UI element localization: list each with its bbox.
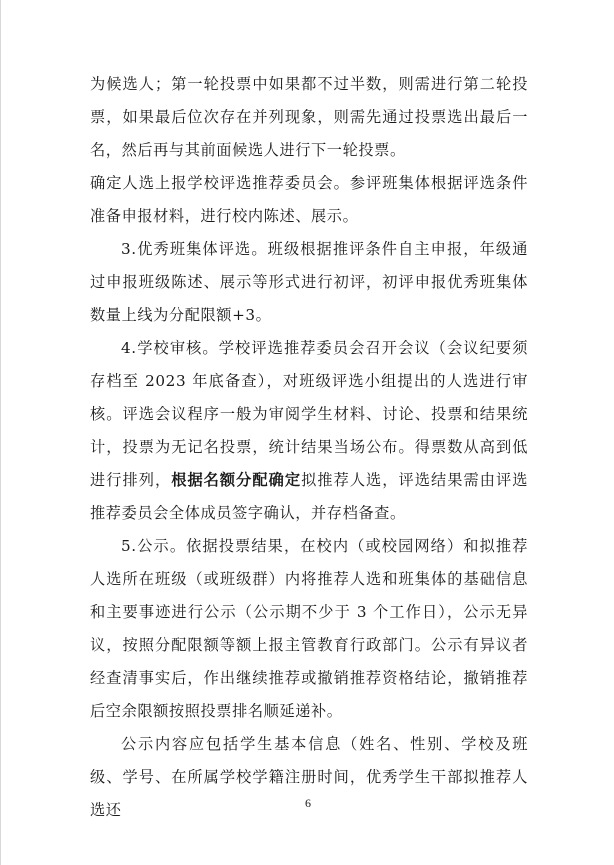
paragraph-class-selection: 3.优秀班集体评选。班级根据推评条件自主申报，年级通过申报班级陈述、展示等形式进行初评，初评申报优秀班集体数量上线为分配限额+3。 xyxy=(90,240,528,324)
school-review-bold-text: 根据名额分配确定 xyxy=(171,471,302,489)
paragraph-school-review xyxy=(90,332,528,530)
school-review-text-start: 4.学校审核。学校评选推荐委员会召开会议（会议纪要须存档至 2023 年底备查），对班级评选小组提出的人选进行审核。评选会议程序一般为审阅学生材料、讨论、投票和结果统计，投票为无记名投票，统计结果当场公布。得票数从高到低进行排列， xyxy=(90,339,528,489)
paragraph-public-notice: 5.公示。依据投票结果，在校内（或校园网络）和拟推荐人选所在班级（或班级群）内将推荐人选和班集体的基础信息和主要事迹进行公示（公示期不少于 3 个工作日），公示无异议，按照分配限额等额上报主管教育行政部门。公示有异议者经查清事实后，作出继续推荐或撤销推荐资格结论，撤销推荐后空余限额按照投票排名顺延递补。 xyxy=(90,537,528,720)
school-review-text-end: 拟推荐人选，评选结果需由评选推荐委员会全体成员签字确认，并存档备查。 xyxy=(90,471,528,522)
document-body xyxy=(90,68,528,827)
paragraph-voting-rounds: 为候选人；第一轮投票中如果都不过半数，则需进行第二轮投票，如果最后位次存在并列现象，则需先通过投票选出最后一名，然后再与其前面候选人进行下一轮投票。 xyxy=(90,75,528,159)
page-number: 6 xyxy=(305,796,311,810)
paragraph-notice-content: 公示内容应包括学生基本信息（姓名、性别、学校及班级、学号、在所属学校学籍注册时间，优秀学生干部拟推荐人选还 xyxy=(90,735,528,819)
paragraph-submit-candidates: 确定人选上报学校评选推荐委员会。参评班集体根据评选条件准备申报材料，进行校内陈述、展示。 xyxy=(90,174,528,225)
